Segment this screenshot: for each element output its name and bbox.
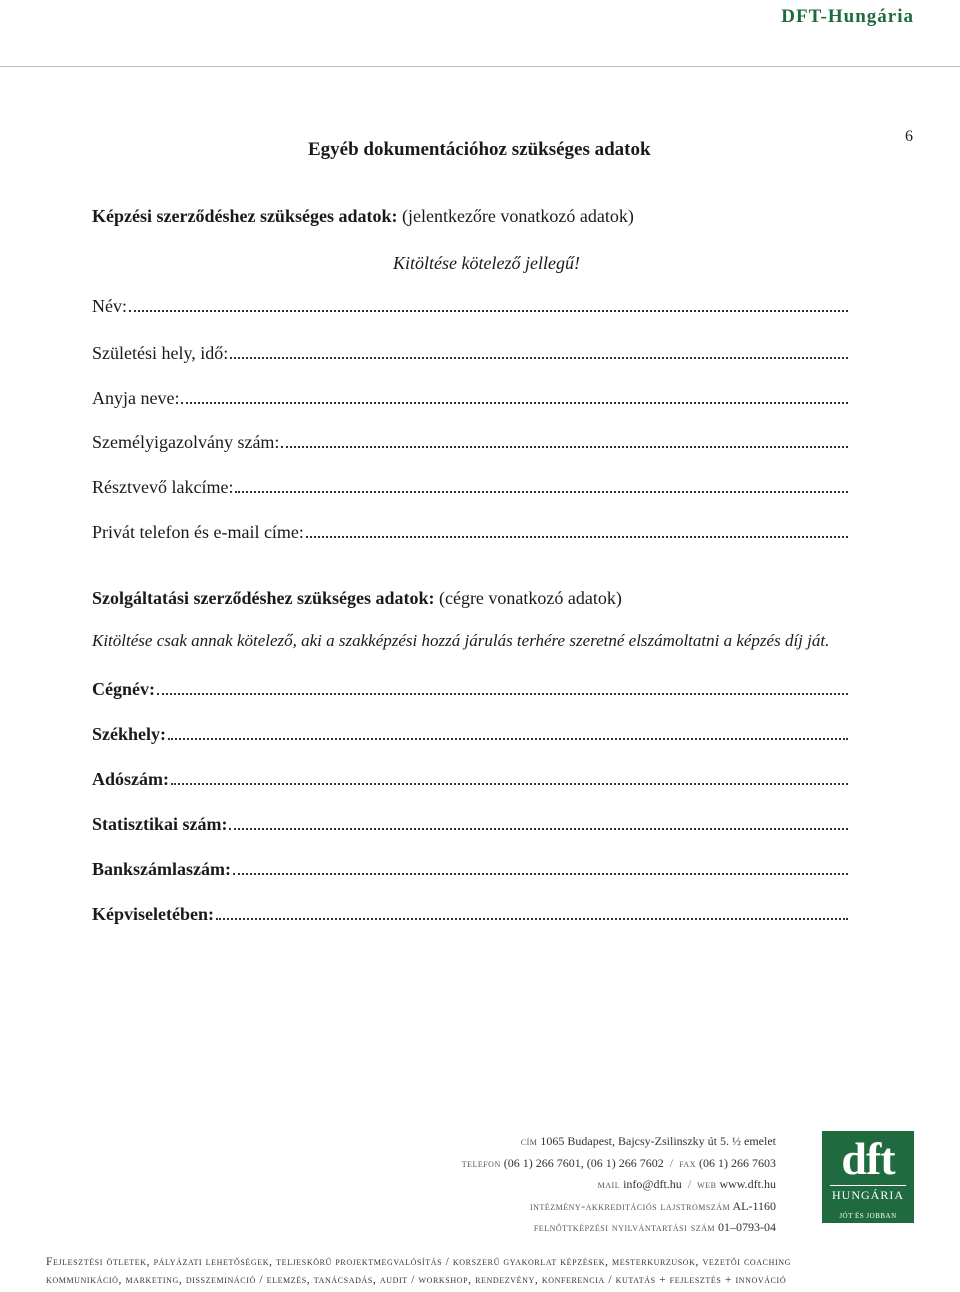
section-heading-service	[92, 588, 622, 609]
section-heading-text: Képzési szerződéshez szükséges adatok:	[92, 206, 398, 226]
field-bank-account[interactable]	[92, 857, 848, 881]
mail-web-line: mail info@dft.hu / web www.dft.hu	[597, 1177, 776, 1191]
web-link[interactable]: www.dft.hu	[719, 1177, 776, 1191]
fill-line[interactable]	[233, 857, 848, 875]
logo-tagline: JÓT ÉS JOBBAN	[839, 1212, 897, 1220]
field-headquarters[interactable]	[92, 722, 848, 746]
logo-wordmark: dft	[841, 1133, 895, 1184]
services-line-2: kommunikáció, marketing, disszemináció / elemzés, tanácsadás, audit / workshop, rendezvény, konferencia / kutatás + fejlesztés + innováció	[46, 1274, 787, 1286]
field-representative[interactable]	[92, 902, 848, 926]
phone-line: telefon (06 1) 266 7601, (06 1) 266 7602 / fax (06 1) 266 7603	[461, 1155, 776, 1170]
address-value: 1065 Budapest, Bajcsy-Zsilinszky út 5. ½ emelet	[540, 1134, 776, 1148]
field-label: Név:	[92, 296, 127, 316]
conditional-note: Kitöltése csak annak kötelező, aki a szakképzési hozzá járulás terhére szeretné elszámoltatni a képzés díj ját.	[92, 631, 830, 650]
section-heading-text: Szolgáltatási szerződéshez szükséges adatok:	[92, 588, 435, 608]
field-label: Privát telefon és e-mail címe:	[92, 522, 304, 542]
fill-line[interactable]	[157, 677, 848, 695]
web-label: web	[697, 1177, 717, 1191]
page-number: 6	[905, 128, 913, 145]
field-label: Képviseletében:	[92, 904, 214, 924]
field-birth-place-date[interactable]	[92, 341, 848, 365]
fill-line[interactable]	[171, 767, 848, 785]
page-title: Egyéb dokumentációhoz szükséges adatok	[308, 139, 651, 160]
fill-line[interactable]	[216, 902, 848, 920]
registry-value: 01–0793-04	[718, 1220, 776, 1234]
registry-line	[462, 1217, 776, 1239]
address-line	[462, 1131, 776, 1153]
field-statistical-number[interactable]	[92, 812, 848, 836]
contact-block	[462, 1131, 776, 1239]
field-company-name[interactable]	[92, 677, 848, 701]
section-heading-note: (jelentkezőre vonatkozó adatok)	[401, 206, 634, 226]
logo-country: HUNGÁRIA	[830, 1185, 906, 1202]
field-label: Székhely:	[92, 724, 166, 744]
mail-link[interactable]: info@dft.hu	[623, 1177, 682, 1191]
fill-line[interactable]	[235, 475, 848, 493]
field-name[interactable]	[92, 294, 848, 318]
field-participant-address[interactable]	[92, 475, 848, 499]
dft-logo	[822, 1131, 914, 1223]
accreditation-line	[462, 1196, 776, 1218]
field-label: Személyigazolvány szám:	[92, 432, 280, 452]
fax-value: (06 1) 266 7603	[699, 1155, 776, 1170]
header-divider	[0, 66, 960, 67]
phone-label: telefon	[461, 1155, 501, 1170]
field-label: Adószám:	[92, 769, 169, 789]
section-heading-training	[92, 206, 634, 227]
fill-line[interactable]	[229, 812, 848, 830]
fill-line[interactable]	[181, 386, 848, 404]
field-phone-email[interactable]	[92, 520, 848, 544]
fax-label: fax	[679, 1155, 696, 1170]
field-label: Statisztikai szám:	[92, 814, 228, 834]
field-id-card-number[interactable]	[92, 430, 848, 454]
field-tax-number[interactable]	[92, 767, 848, 791]
accreditation-label: intézmény-akkreditációs lajstromszám	[530, 1198, 731, 1213]
fill-line[interactable]	[129, 294, 848, 312]
services-line-1: Fejlesztési ötletek, pályázati lehetőségek, teljeskörű projektmegvalósítás / korszerű gyakorlat képzések, mesterkurzusok, vezetői coaching	[46, 1256, 791, 1268]
field-label: Anyja neve:	[92, 388, 180, 408]
mail-label: mail	[597, 1177, 621, 1191]
phone-value: (06 1) 266 7601, (06 1) 266 7602	[503, 1155, 664, 1170]
section-heading-note: (cégre vonatkozó adatok)	[438, 588, 622, 608]
registry-label: felnőttképzési nyilvántartási szám	[533, 1220, 715, 1234]
mandatory-note: Kitöltése kötelező jellegű!	[393, 253, 580, 273]
fill-line[interactable]	[168, 722, 848, 740]
accreditation-value: AL-1160	[732, 1198, 776, 1213]
fill-line[interactable]	[230, 341, 848, 359]
fill-line[interactable]	[281, 430, 848, 448]
brand-name: DFT-Hungária	[781, 6, 914, 27]
field-label: Születési hely, idő:	[92, 343, 229, 363]
field-mother-name[interactable]	[92, 386, 848, 410]
field-label: Résztvevő lakcíme:	[92, 477, 234, 497]
fill-line[interactable]	[306, 520, 848, 538]
field-label: Cégnév:	[92, 679, 155, 699]
address-label: cím	[520, 1134, 538, 1148]
field-label: Bankszámlaszám:	[92, 859, 231, 879]
